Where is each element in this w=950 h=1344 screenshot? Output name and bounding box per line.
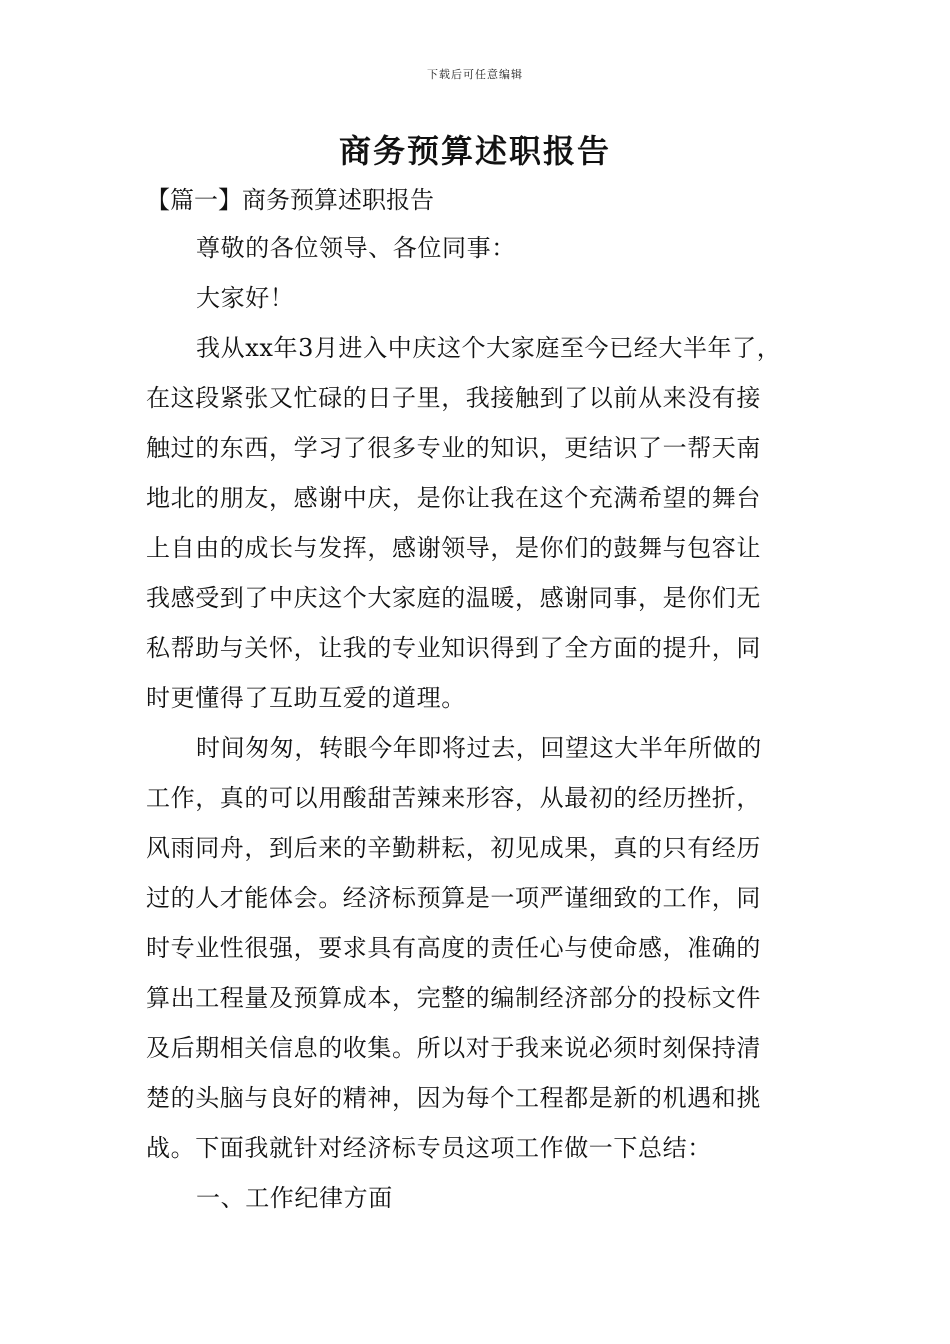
- paragraph-line: 上自由的成长与发挥，感谢领导，是你们的鼓舞与包容让: [146, 534, 761, 562]
- section-heading: 【篇一】商务预算述职报告: [146, 186, 434, 214]
- paragraph-line: 过的人才能体会。经济标预算是一项严谨细致的工作，同: [146, 884, 761, 912]
- paragraph-line: 触过的东西，学习了很多专业的知识，更结识了一帮天南: [146, 434, 761, 462]
- paragraph-line: 时更懂得了互助互爱的道理。: [146, 684, 466, 712]
- paragraph-line: 地北的朋友，感谢中庆，是你让我在这个充满希望的舞台: [146, 484, 761, 512]
- paragraph-line: 我感受到了中庆这个大家庭的温暖，感谢同事，是你们无: [146, 584, 761, 612]
- paragraph-line: 算出工程量及预算成本，完整的编制经济部分的投标文件: [146, 984, 761, 1012]
- greeting-block: [146, 223, 811, 323]
- paragraph-line: 楚的头脑与良好的精神，因为每个工程都是新的机遇和挑: [146, 1084, 761, 1112]
- paragraph-2: [146, 723, 811, 1173]
- subsection-block: [146, 1173, 811, 1223]
- paragraph-line: 私帮助与关怀，让我的专业知识得到了全方面的提升，同: [146, 634, 761, 662]
- paragraph-line: 在这段紧张又忙碌的日子里，我接触到了以前从来没有接: [146, 384, 761, 412]
- document-title: 商务预算述职报告: [338, 132, 611, 170]
- paragraph-line: 工作，真的可以用酸甜苦辣来形容，从最初的经历挫折，: [146, 784, 761, 812]
- paragraph-line: 及后期相关信息的收集。所以对于我来说必须时刻保持清: [146, 1034, 761, 1062]
- paragraph-line: 风雨同舟，到后来的辛勤耕耘，初见成果，真的只有经历: [146, 834, 761, 862]
- hello-line: 大家好！: [196, 284, 295, 312]
- paragraph-line: 时间匆匆，转眼今年即将过去，回望这大半年所做的: [196, 734, 762, 762]
- header-note: 下载后可任意编辑: [427, 68, 523, 81]
- greeting-line: 尊敬的各位领导、各位同事：: [196, 234, 516, 262]
- subsection-heading: 一、工作纪律方面: [196, 1184, 393, 1212]
- paragraph-line: 我从xx年3月进入中庆这个大家庭至今已经大半年了，: [196, 334, 782, 362]
- paragraph-line: 时专业性很强，要求具有高度的责任心与使命感，准确的: [146, 934, 761, 962]
- paragraph-1: [146, 323, 811, 723]
- paragraph-line: 战。下面我就针对经济标专员这项工作做一下总结：: [146, 1134, 712, 1162]
